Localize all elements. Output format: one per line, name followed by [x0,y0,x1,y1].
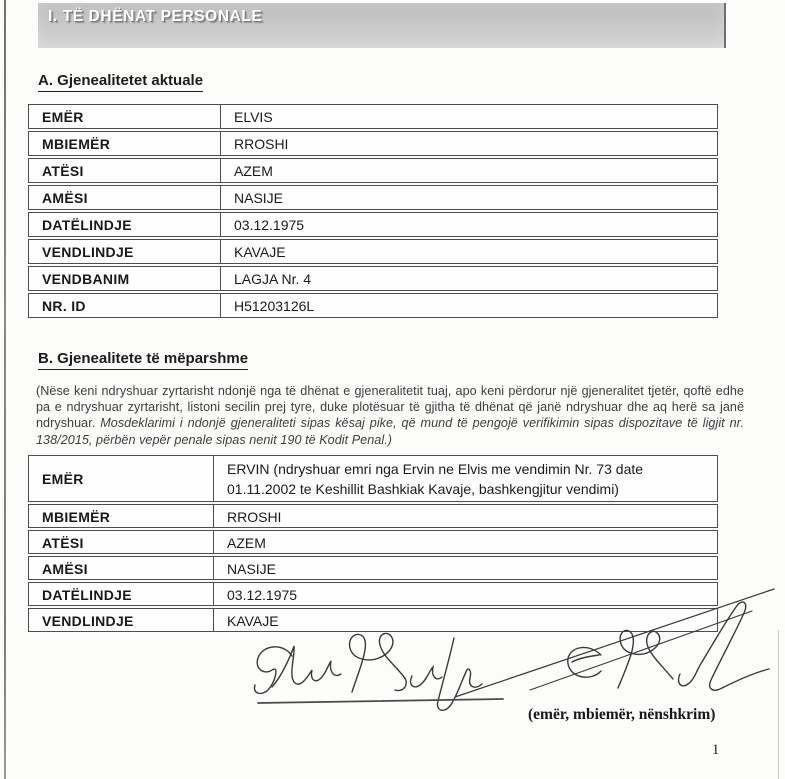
field-value: KAVAJE [227,612,279,629]
field-value: AZEM [227,534,266,551]
field-label: VENDLINDJE [29,240,221,263]
field-label: VENDLINDJE [29,609,214,631]
field-label: EMËR [29,105,221,128]
page-number: 1 [712,742,720,758]
field-value: RROSHI [227,508,282,525]
field-value: LAGJA Nr. 4 [234,271,312,287]
section-b-heading: B. Gjenealitete të mëparshme [38,350,248,367]
field-label: DATËLINDJE [29,213,221,236]
field-label: DATËLINDJE [29,583,214,605]
field-label: MBIEMËR [29,505,214,527]
field-value: NASIJE [234,190,284,206]
field-value: 03.12.1975 [227,586,298,603]
field-label: VENDBANIM [29,267,221,290]
signature-caption: (emër, mbiemër, nënshkrim) [528,706,716,723]
field-label: ATËSI [29,159,221,182]
field-label: EMËR [29,456,214,501]
field-value: NASIJE [227,560,277,577]
field-value: H51203126L [234,298,315,314]
banner-title: I. TË DHËNAT PERSONALE [48,8,263,25]
signature-flourish-line [530,611,752,690]
field-label: ATËSI [29,531,214,553]
field-value: RROSHI [234,136,289,152]
field-value: ERVIN (ndryshuar emri nga Ervin ne Elvis me vendimin Nr. 73 date 01.11.2002 te Keshillit Bashkiak Kavaje, bashkengjitur vendimi) [227,461,644,497]
field-label: MBIEMËR [29,132,221,155]
field-value: ELVIS [234,109,273,125]
field-label: NR. ID [29,294,221,317]
field-label: AMËSI [29,186,221,209]
note-italic-text: Mosdeklarimi i ndonjë gjeneraliteti sipas kësaj pike, që mund të pengojë verifikimin sipas dispozitave të ligjit nr. 138/2015, përbën vepër penale sipas nenit 190 të Kodit Penal.) [36,416,744,447]
signature-underline [258,699,503,703]
section-a-heading: A. Gjenealitetet aktuale [38,72,203,89]
field-value: 03.12.1975 [234,217,305,233]
field-value: KAVAJE [234,244,286,260]
field-label: AMËSI [29,557,214,579]
note-normal-text: (Nëse keni ndryshuar zyrtarisht ndonjë nga të dhënat e gjeneralitetit tuaj, apo keni përdorur një gjeneralitet tjetër, qoftë edhe pa e ndryshuar zyrtarisht, listoni secilin prej tyre, duke plotësuar të gjitha të dhënat që janë ndryshuar dhe aq herë sa janë ndryshuar. [36,384,744,431]
signature-flourish-line [455,589,774,697]
field-value: AZEM [234,163,273,179]
